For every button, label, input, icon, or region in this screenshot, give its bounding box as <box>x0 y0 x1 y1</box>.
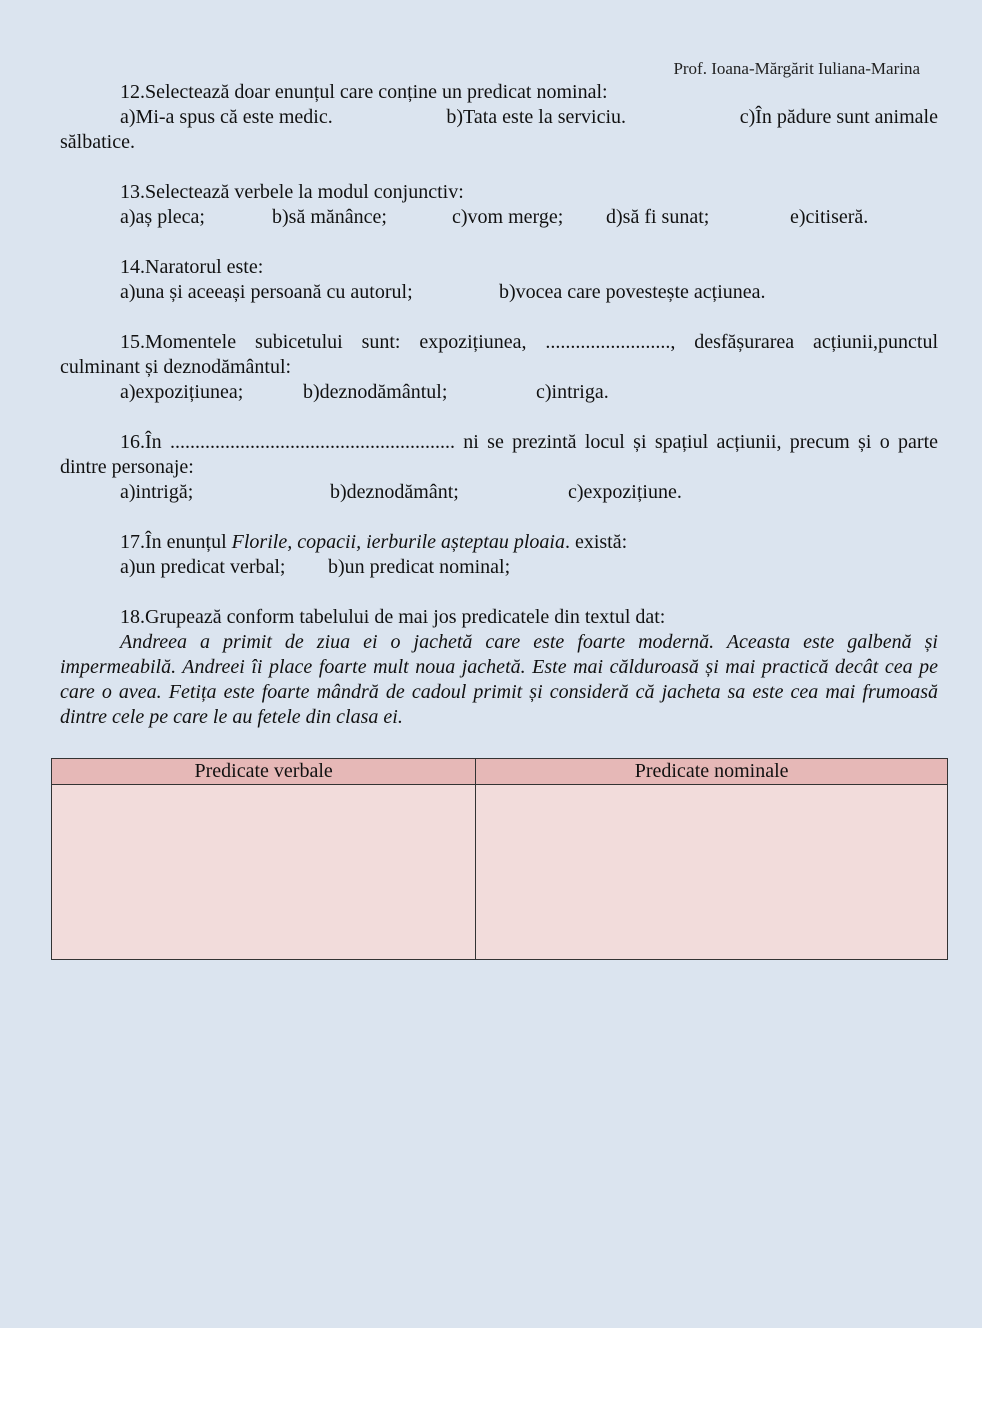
question-16-text: 16.În ......................................................... ni se prezintă locul și spațiul acțiunii, precum și o parte dintre personaje: <box>60 431 938 478</box>
option-17b[interactable]: b)un predicat nominal; <box>328 556 511 578</box>
option-16c[interactable]: c)expozițiune. <box>568 481 682 503</box>
question-12 <box>60 80 938 155</box>
question-13-text: 13.Selectează verbele la modul conjunctiv: <box>120 181 464 203</box>
question-17-options <box>60 555 938 580</box>
column-header-verbal: Predicate verbale <box>52 759 476 785</box>
question-17-prefix: 17.În enunțul <box>120 531 232 553</box>
question-13 <box>60 180 938 230</box>
option-15a[interactable]: a)expozițiunea; <box>120 381 244 403</box>
option-17a[interactable]: a)un predicat verbal; <box>120 556 286 578</box>
question-17-suffix: . există: <box>564 531 628 553</box>
option-14b[interactable]: b)vocea care povestește acțiunea. <box>499 281 766 303</box>
question-18-passage: Andreea a primit de ziua ei o jachetă care este foarte modernă. Aceasta este galbenă și impermeabilă. Andreei îi place foarte mult noua jachetă. Este mai călduroasă și mai practică decât cea pe care o avea. Fetița este foarte mândră de cadoul primit și consideră că jacheta sa este cea mai frumoasă dintre cele pe care le au fetele din clasa ei. <box>60 631 938 728</box>
question-17 <box>60 530 938 580</box>
option-13d[interactable]: d)să fi sunat; <box>606 206 710 228</box>
question-16 <box>60 430 938 505</box>
question-16-options <box>60 480 938 505</box>
author-credit: Prof. Ioana-Mărgărit Iuliana-Marina <box>673 59 920 78</box>
question-14-text: 14.Naratorul este: <box>120 256 264 278</box>
question-18 <box>60 605 938 730</box>
question-15 <box>60 330 938 405</box>
option-13a[interactable]: a)aș pleca; <box>120 206 205 228</box>
question-18-text: 18.Grupează conform tabelului de mai jos predicatele din textul dat: <box>120 606 666 628</box>
question-17-text <box>60 530 938 555</box>
question-14-options <box>60 280 938 305</box>
question-12-options <box>60 105 938 130</box>
option-13e[interactable]: e)citiseră. <box>790 206 869 228</box>
option-12c[interactable]: c)În pădure sunt animale <box>739 106 938 128</box>
question-15-text: 15.Momentele subicetului sunt: expozițiunea, ........................., desfășurarea acțiunii,punctul culminant și deznodământul: <box>60 331 938 378</box>
option-15b[interactable]: b)deznodământul; <box>303 381 448 403</box>
option-13c[interactable]: c)vom merge; <box>452 206 564 228</box>
option-15c[interactable]: c)intriga. <box>536 381 609 403</box>
option-12c-continued: sălbatice. <box>60 131 135 153</box>
predicate-table <box>51 758 948 960</box>
option-12a[interactable]: a)Mi-a spus că este medic. <box>120 106 333 128</box>
answer-cell-verbal[interactable] <box>52 785 476 960</box>
column-header-nominal: Predicate nominale <box>476 759 948 785</box>
option-13b[interactable]: b)să mănânce; <box>272 206 387 228</box>
question-13-options <box>60 205 938 230</box>
questions <box>60 80 938 755</box>
option-16b[interactable]: b)deznodământ; <box>330 481 459 503</box>
question-14 <box>60 255 938 305</box>
option-14a[interactable]: a)una și aceeași persoană cu autorul; <box>120 281 413 303</box>
question-17-sentence: Florile, copacii, ierburile așteptau ploaia <box>231 531 565 553</box>
option-16a[interactable]: a)intrigă; <box>120 481 194 503</box>
question-12-text: 12.Selectează doar enunțul care conține un predicat nominal: <box>120 81 608 103</box>
option-12b[interactable]: b)Tata este la serviciu. <box>446 106 627 128</box>
question-15-options <box>60 380 938 405</box>
answer-cell-nominal[interactable] <box>476 785 948 960</box>
